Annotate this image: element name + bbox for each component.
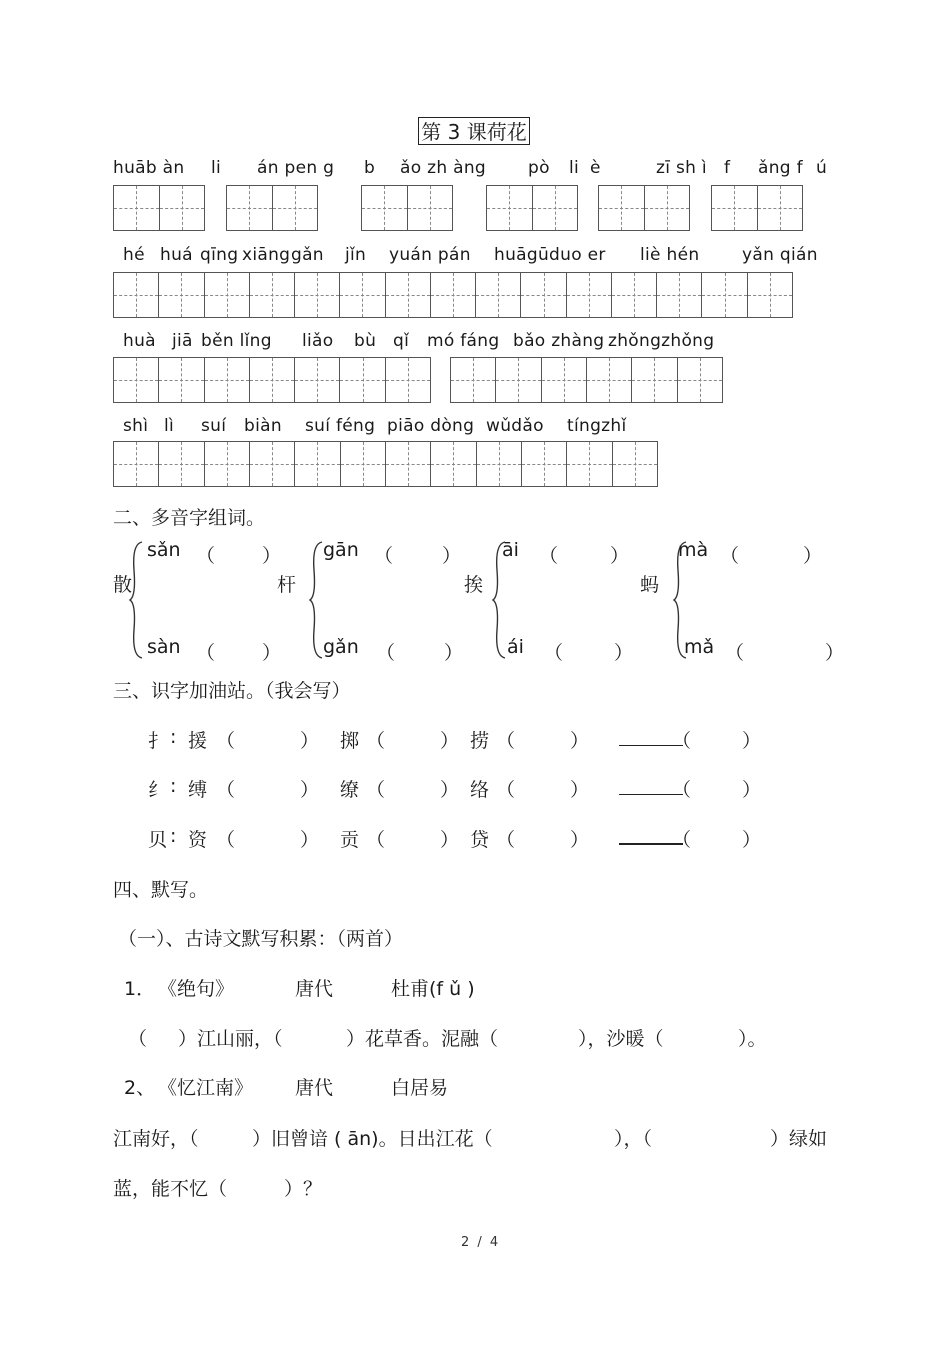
radical-word: 资: [188, 829, 208, 851]
pinyin-label: è: [590, 158, 601, 178]
tianzige-box: [113, 441, 658, 487]
poem-author: 白居易: [391, 1077, 449, 1099]
blank-paren: ）: [300, 829, 320, 851]
radical: 贝: [148, 829, 168, 851]
blank-paren: ）: [825, 642, 845, 664]
blank-paren[interactable]: （: [496, 730, 516, 752]
blank-paren[interactable]: （: [216, 730, 236, 752]
pinyin-label: pò: [528, 158, 550, 178]
pinyin-bottom: ái: [507, 636, 524, 658]
colon: :: [170, 726, 177, 748]
radical-word: 络: [470, 779, 490, 801]
pinyin-label: f: [724, 158, 731, 178]
polyphone-char: 挨: [464, 574, 484, 596]
pinyin-label: jiā: [172, 331, 193, 351]
blank-paren: ）: [300, 779, 320, 801]
pinyin-label: jǐn: [345, 245, 367, 265]
pinyin-label: mó fáng: [427, 331, 500, 351]
radical-word: 缚: [188, 779, 208, 801]
pinyin-label: huāb àn: [113, 158, 185, 178]
pinyin-label: li: [211, 158, 222, 178]
blank-paren[interactable]: （: [374, 545, 394, 567]
pinyin-top: āi: [502, 539, 519, 561]
radical-word: 捞: [470, 730, 490, 752]
blank-paren: ）: [803, 545, 823, 567]
blank-paren[interactable]: （: [496, 829, 516, 851]
poem-number: 2、: [124, 1077, 156, 1099]
pinyin-label: huāgūduo er: [494, 245, 606, 265]
brace-icon: [128, 540, 144, 660]
radical-word: 援: [188, 730, 208, 752]
blank-paren[interactable]: （: [539, 545, 559, 567]
pinyin-label: liǎo: [302, 331, 334, 351]
poem-title: 《忆江南》: [158, 1077, 254, 1099]
section-2-heading: 二、多音字组词。: [113, 507, 266, 529]
blank-paren[interactable]: （: [216, 779, 236, 801]
pinyin-label: b: [364, 158, 376, 178]
pinyin-label: liè hén: [640, 245, 700, 265]
poem-author: 杜甫(f ǔ ): [391, 978, 475, 1000]
section-3-heading: 三、识字加油站。（我会写）: [113, 680, 351, 702]
pinyin-label: gǎn: [291, 245, 324, 265]
blank-paren[interactable]: （: [366, 730, 386, 752]
pinyin-label: huá: [160, 245, 193, 265]
tianzige-box: [450, 357, 723, 403]
blank-paren: ）: [742, 829, 762, 851]
blank-paren[interactable]: （: [725, 642, 745, 664]
pinyin-label: tíngzhǐ: [567, 416, 627, 436]
blank-paren: ）: [440, 730, 460, 752]
polyphone-char: 杆: [277, 574, 297, 596]
blank-paren[interactable]: （: [366, 779, 386, 801]
blank-paren[interactable]: （: [366, 829, 386, 851]
pinyin-label: běn lǐng: [201, 331, 272, 351]
blank-paren: ）: [610, 545, 630, 567]
blank-paren: ）: [442, 545, 462, 567]
pinyin-label: hé: [123, 245, 145, 265]
poem-text: ）？: [284, 1178, 323, 1200]
tianzige-box: [711, 185, 803, 231]
blank-paren[interactable]: （: [672, 730, 692, 752]
pinyin-label: yuán pán: [389, 245, 471, 265]
pinyin-label: zī sh ì: [656, 158, 707, 178]
poem-text[interactable]: 蓝，能不忆（: [113, 1178, 228, 1200]
tianzige-box: [113, 185, 205, 231]
pinyin-label: qīng: [200, 245, 239, 265]
tianzige-box: [226, 185, 318, 231]
poem-text[interactable]: ）花草香。泥融（: [346, 1028, 499, 1050]
radical: 扌: [148, 730, 168, 752]
tianzige-box: [598, 185, 690, 231]
blank-paren: ）: [300, 730, 320, 752]
blank-paren: ）: [742, 730, 762, 752]
poem-text[interactable]: ）旧曾谙 ( ān)。日出江花（: [252, 1128, 493, 1150]
blank-paren: ）: [440, 779, 460, 801]
poem-dynasty: 唐代: [295, 1077, 334, 1099]
pinyin-bottom: sàn: [147, 636, 181, 658]
blank-paren: ）: [614, 642, 634, 664]
section-4-subheading: （一）、古诗文默写积累：（两首）: [118, 928, 404, 950]
radical: 纟: [148, 779, 168, 801]
pinyin-label: bù: [354, 331, 377, 351]
blank-paren[interactable]: （: [672, 829, 692, 851]
section-4-heading: 四、默写。: [113, 879, 209, 901]
blank-paren: ）: [570, 829, 590, 851]
tianzige-box: [113, 272, 793, 318]
pinyin-label: ǎng f: [758, 158, 803, 178]
poem-title: 《绝句》: [158, 978, 235, 1000]
radical-word: 贷: [470, 829, 490, 851]
pinyin-label: wǔdǎo: [486, 416, 544, 436]
pinyin-bottom: mǎ: [684, 636, 715, 658]
pinyin-top: sǎn: [147, 539, 181, 561]
pinyin-label: suí féng: [305, 416, 376, 436]
pinyin-bottom: gǎn: [323, 636, 359, 658]
polyphone-char: 蚂: [640, 574, 660, 596]
tianzige-box: [361, 185, 453, 231]
blank-paren: ）: [262, 545, 282, 567]
blank-paren: ）: [742, 779, 762, 801]
pinyin-label: piāo dòng: [387, 416, 475, 436]
poem-text[interactable]: 江南好，（: [113, 1128, 199, 1150]
blank-paren[interactable]: （: [196, 545, 216, 567]
poem-text[interactable]: ），（: [614, 1128, 653, 1150]
tianzige-box: [486, 185, 578, 231]
pinyin-top: mà: [678, 539, 709, 561]
pinyin-label: ú: [816, 158, 828, 178]
pinyin-label: li: [569, 158, 580, 178]
colon: :: [170, 775, 177, 797]
pinyin-label: án pen g: [257, 158, 335, 178]
blank-paren: ）: [570, 730, 590, 752]
poem-number: 1．: [124, 978, 156, 1000]
poem-text: ）。: [738, 1028, 767, 1050]
pinyin-label: yǎn qián: [742, 245, 818, 265]
pinyin-top: gān: [323, 539, 359, 561]
pinyin-label: biàn: [244, 416, 282, 436]
blank-paren[interactable]: （: [376, 642, 396, 664]
pinyin-label: huà: [123, 331, 156, 351]
pinyin-label: bǎo zhàng: [513, 331, 605, 351]
blank-paren: ）: [262, 642, 282, 664]
blank-paren[interactable]: （: [720, 545, 740, 567]
blank-paren[interactable]: （: [672, 779, 692, 801]
poem-text: ）绿如: [770, 1128, 828, 1150]
page-number: 2 / 4: [461, 1235, 501, 1250]
blank-paren[interactable]: （: [544, 642, 564, 664]
poem-text[interactable]: ）江山丽，（: [178, 1028, 283, 1050]
pinyin-label: xiāng: [242, 245, 291, 265]
radical-word: 掷: [340, 730, 360, 752]
colon: :: [170, 825, 177, 847]
page-title: 第 3 课荷花: [418, 117, 530, 145]
polyphone-char: 散: [113, 574, 133, 596]
poem-text[interactable]: ），沙暖（: [578, 1028, 664, 1050]
pinyin-label: suí: [201, 416, 227, 436]
blank-paren[interactable]: （: [496, 779, 516, 801]
brace-icon: [308, 540, 324, 660]
radical-word: 贡: [340, 829, 360, 851]
blank-paren[interactable]: （: [216, 829, 236, 851]
blank-paren: ）: [440, 829, 460, 851]
blank-paren: ）: [444, 642, 464, 664]
pinyin-label: qǐ: [393, 331, 410, 351]
radical-word: 缭: [340, 779, 360, 801]
blank-paren: ）: [570, 779, 590, 801]
poem-text[interactable]: （: [128, 1028, 148, 1050]
pinyin-label: shì: [123, 416, 149, 436]
poem-dynasty: 唐代: [295, 978, 334, 1000]
blank-paren[interactable]: （: [196, 642, 216, 664]
pinyin-label: lì: [164, 416, 175, 436]
pinyin-label: ǎo zh àng: [400, 158, 487, 178]
tianzige-box: [113, 357, 431, 403]
pinyin-label: zhǒngzhǒng: [608, 331, 715, 351]
